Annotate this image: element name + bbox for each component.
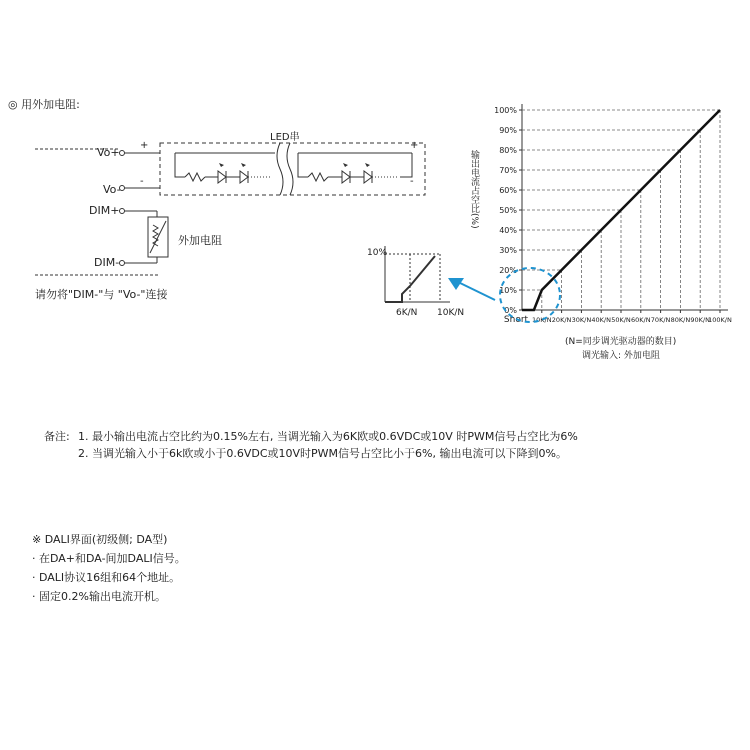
inset-y-label: 10% (367, 248, 388, 258)
resistor-label: 外加电阻 (178, 234, 222, 247)
y-tick-label: 50% (499, 206, 517, 215)
x-tick-label: 70K/N (650, 316, 671, 324)
y-tick-label: 70% (499, 166, 517, 175)
vo-plus-label: Vo+ (97, 146, 120, 159)
x-tick-label: 50K/N (611, 316, 631, 324)
dali-item: · DALI协议16组和64个地址。 (32, 571, 181, 584)
y-tick-label: 80% (499, 146, 517, 155)
y-tick-label: 30% (499, 246, 517, 255)
x-tick-label: Short (503, 315, 529, 325)
x-axis-note: (N=同步调光驱动器的数目) (565, 337, 677, 347)
duty-cycle-chart (480, 95, 750, 330)
y-tick-label: 40% (499, 226, 517, 235)
led-string-label: LED串 (270, 132, 300, 143)
minus-sign: - (140, 176, 144, 187)
dali-title: ※ DALI界面(初级侧; DA型) (32, 533, 168, 546)
x-tick-label: 10K/N (532, 316, 552, 324)
x-tick-label: 30K/N (571, 316, 592, 324)
dim-plus-label: DIM+ (89, 204, 120, 217)
note-line-2: 2. 当调光输入小于6k欧或小于0.6VDC或10V时PWM信号占空比小于6%, 输出电流可以下降到0%。 (78, 447, 567, 460)
plus-sign: + (140, 140, 149, 151)
x-tick-label: 80K/N (670, 316, 691, 324)
inset-x-label-2: 10K/N (437, 308, 465, 318)
vo-minus-label: Vo- (103, 183, 121, 196)
notes-prefix: 备注: (44, 430, 70, 443)
y-axis-title: 输出电流占空比(%) (469, 150, 479, 229)
dali-item: · 在DA+和DA-间加DALI信号。 (32, 552, 186, 565)
highlight-circle (500, 268, 560, 322)
x-tick-label: 20K/N (551, 316, 572, 324)
x-tick-label: 60K/N (631, 316, 651, 324)
inset-x-label-1: 6K/N (396, 308, 418, 318)
note-line-1: 1. 最小输出电流占空比约为0.15%左右, 当调光输入为6K欧或0.6VDC或10V 时PWM信号占空比为6% (78, 430, 578, 443)
x-tick-label: 40K/N (591, 316, 611, 324)
y-tick-label: 10% (499, 286, 517, 295)
y-tick-label: 0% (504, 306, 517, 315)
y-tick-label: 90% (499, 126, 517, 135)
x-axis-title: 调光输入: 外加电阻 (582, 351, 660, 361)
y-tick-label: 60% (499, 186, 517, 195)
plus-sign-right: + (410, 140, 419, 151)
section-title: ◎ 用外加电阻: (8, 98, 80, 111)
warning-text: 请勿将"DIM-"与 "Vo-"连接 (35, 288, 168, 301)
minus-sign-right: - (410, 176, 414, 187)
dali-item: · 固定0.2%输出电流开机。 (32, 590, 166, 603)
y-tick-label: 20% (499, 266, 517, 275)
y-tick-label: 100% (494, 106, 517, 115)
dim-minus-label: DIM- (94, 256, 120, 269)
x-tick-label: 100K/N (708, 316, 732, 324)
x-tick-label: 90K/N (690, 316, 710, 324)
